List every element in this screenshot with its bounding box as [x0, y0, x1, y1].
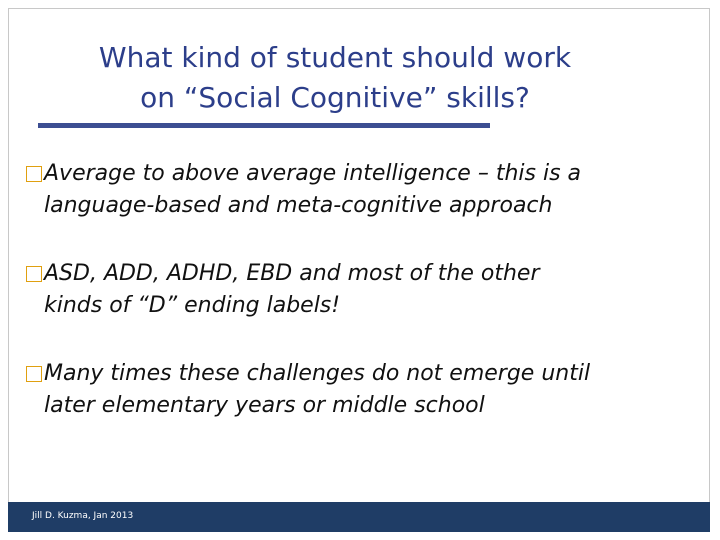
slide-title: [40, 38, 630, 118]
bullet-line: Average to above average intelligence – this is a: [44, 161, 582, 186]
bullet-item-intelligence: [26, 158, 686, 222]
bullet-line: kinds of “D” ending labels!: [44, 293, 341, 318]
bullet-list: [26, 158, 686, 422]
bullet-item-labels: [26, 258, 686, 322]
checkbox-icon: [26, 366, 42, 382]
slide-title-line-2: on “Social Cognitive” skills?: [140, 81, 530, 114]
bullet-line: ASD, ADD, ADHD, EBD and most of the other: [44, 261, 540, 286]
checkbox-icon: [26, 266, 42, 282]
footer-bar: [8, 502, 710, 532]
bullet-item-emergence: [26, 358, 686, 422]
bullet-line: Many times these challenges do not emerge until: [44, 361, 591, 386]
slide-title-line-1: What kind of student should work: [98, 41, 572, 74]
title-underline: [38, 123, 490, 128]
bullet-line: language-based and meta-cognitive approach: [44, 193, 553, 218]
bullet-line: later elementary years or middle school: [44, 393, 485, 418]
footer-credit: Jill D. Kuzma, Jan 2013: [32, 511, 134, 521]
checkbox-icon: [26, 166, 42, 182]
